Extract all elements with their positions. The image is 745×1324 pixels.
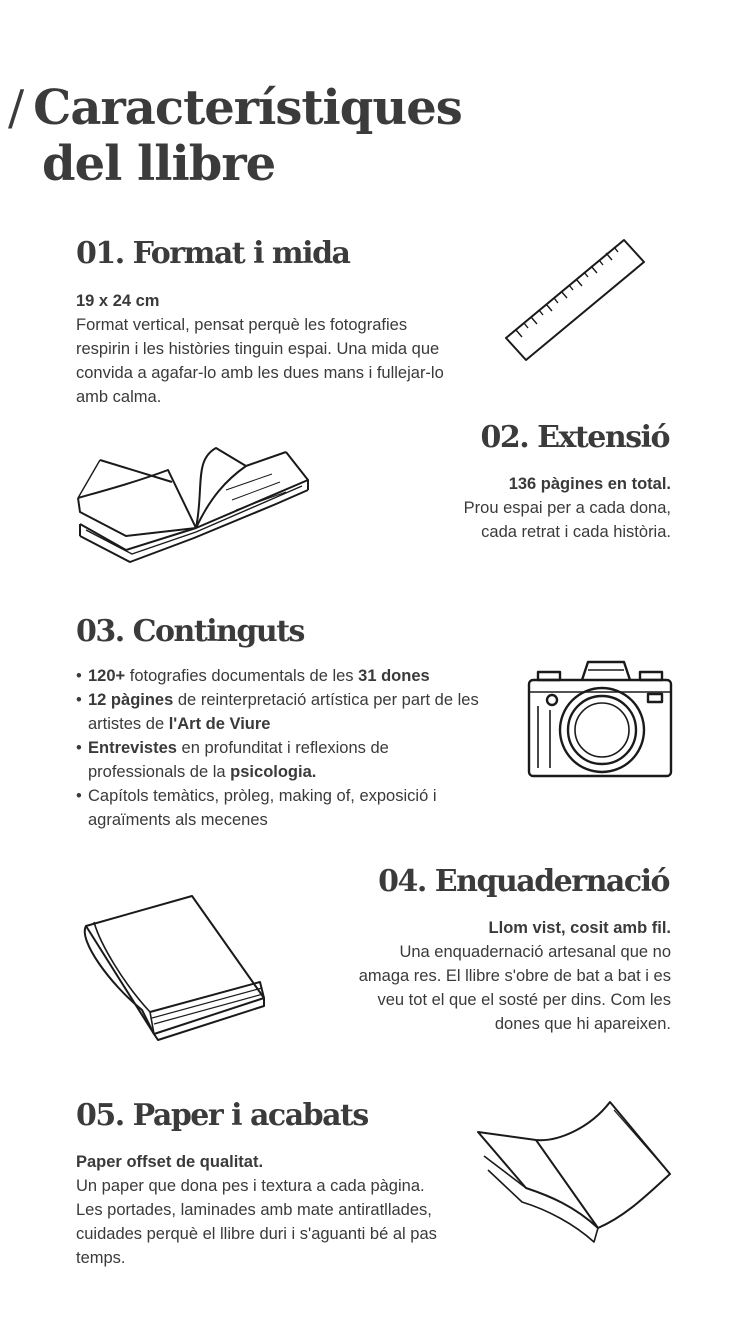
paper-line: temps. bbox=[76, 1249, 126, 1267]
format-line: respirin i les històries tinguin espai. Una mida que bbox=[76, 340, 440, 358]
section-body-enquadernacio bbox=[311, 916, 671, 1036]
bullet-text: de reinterpretació artística per part de les artistes de bbox=[88, 691, 479, 733]
closed-book-icon bbox=[80, 894, 270, 1044]
paper-subtitle: Paper offset de qualitat. bbox=[76, 1153, 264, 1171]
camera-icon bbox=[526, 658, 674, 780]
bullet-bold: l'Art de Viure bbox=[168, 715, 271, 733]
enquadernacio-line: Una enquadernació artesanal que no bbox=[399, 943, 671, 961]
continguts-list bbox=[76, 664, 488, 832]
format-line: Format vertical, pensat perquè les fotografies bbox=[76, 316, 408, 334]
section-body-format bbox=[76, 289, 486, 409]
list-item bbox=[88, 688, 488, 736]
section-title-paper: 05. Paper i acabats bbox=[76, 1098, 368, 1133]
extensio-line: cada retrat i cada història. bbox=[481, 523, 671, 541]
list-item bbox=[88, 736, 488, 784]
bullet-text: Capítols temàtics, pròleg, making of, exposició i agraïments als mecenes bbox=[88, 787, 437, 829]
list-item bbox=[88, 664, 488, 688]
title-line-2: del llibre bbox=[42, 136, 276, 192]
paper-line: cuidades perquè el llibre duri i s'aguanti bé al pas bbox=[76, 1225, 437, 1243]
section-body-paper bbox=[76, 1150, 486, 1270]
format-subtitle: 19 x 24 cm bbox=[76, 292, 160, 310]
section-title-enquadernacio: 04. Enquadernació bbox=[378, 864, 669, 899]
section-body-extensio bbox=[371, 472, 671, 544]
bullet-text: en profunditat i reflexions de professionals de la bbox=[88, 739, 389, 781]
enquadernacio-line: dones que hi apareixen. bbox=[494, 1015, 671, 1033]
enquadernacio-subtitle: Llom vist, cosit amb fil. bbox=[488, 919, 671, 937]
format-line: convida a agafar-lo amb les dues mans i fullejar-lo bbox=[76, 364, 444, 382]
bullet-text: fotografies documentals de les bbox=[125, 667, 359, 685]
extensio-line: Prou espai per a cada dona, bbox=[463, 499, 671, 517]
bullet-bold: 120+ bbox=[88, 667, 126, 685]
title-line-1: Característiques bbox=[33, 80, 462, 136]
list-item bbox=[88, 784, 488, 832]
extensio-subtitle: 136 pàgines en total. bbox=[508, 475, 671, 493]
paper-line: Un paper que dona pes i textura a cada pàgina. bbox=[76, 1177, 425, 1195]
format-line: amb calma. bbox=[76, 388, 162, 406]
bullet-bold: 12 pàgines bbox=[88, 691, 174, 709]
section-title-extensio: 02. Extensió bbox=[480, 420, 669, 455]
section-title-continguts: 03. Continguts bbox=[76, 614, 304, 649]
section-title-format: 01. Format i mida bbox=[76, 236, 350, 271]
bullet-bold: psicologia. bbox=[230, 763, 317, 781]
bullet-bold: 31 dones bbox=[358, 667, 430, 685]
ruler-icon bbox=[500, 232, 650, 372]
enquadernacio-line: veu tot el que el sosté per dins. Com les bbox=[377, 991, 671, 1009]
title-slash: / bbox=[8, 80, 24, 136]
bullet-bold: Entrevistes bbox=[88, 739, 177, 757]
page-title bbox=[8, 80, 462, 192]
enquadernacio-line: amaga res. El llibre s'obre de bat a bat i es bbox=[358, 967, 671, 985]
paper-line: Les portades, laminades amb mate antiratllades, bbox=[76, 1201, 432, 1219]
open-notebook-icon bbox=[474, 1098, 674, 1248]
open-book-icon bbox=[76, 440, 312, 570]
